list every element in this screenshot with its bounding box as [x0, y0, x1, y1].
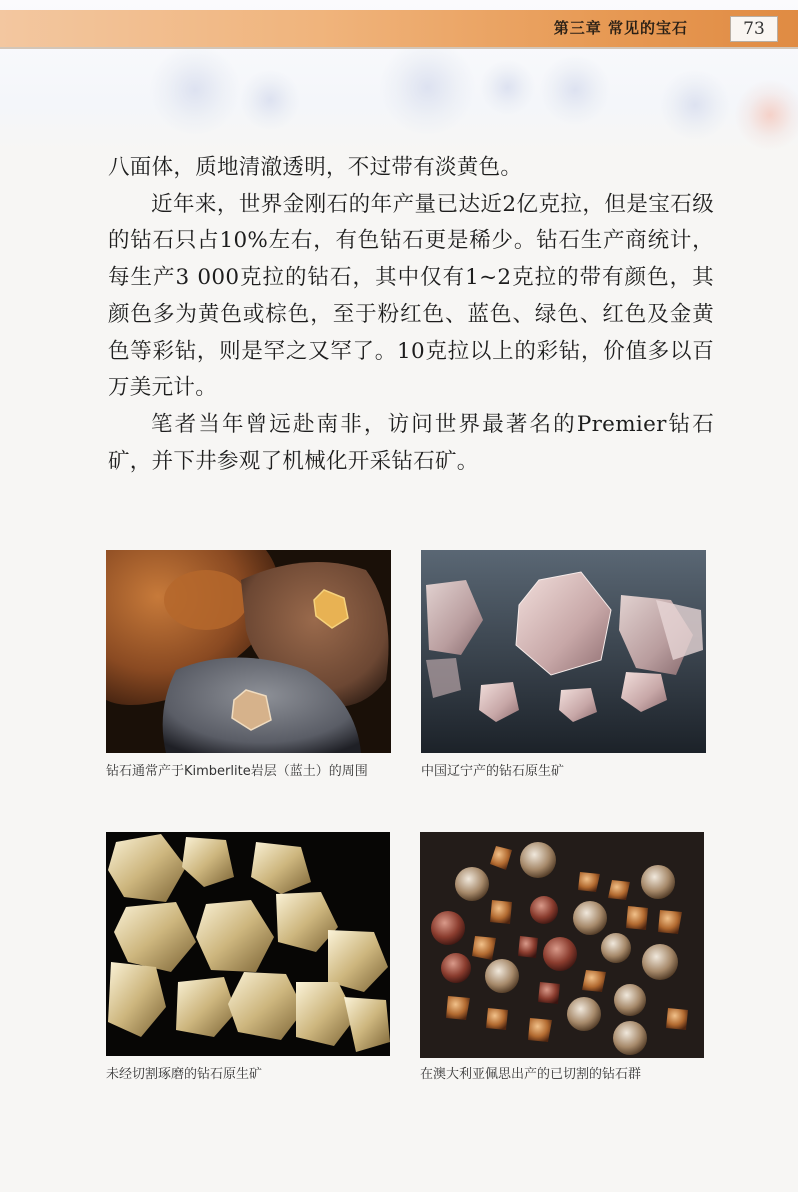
figure-caption: 在澳大利亚佩思出产的已切割的钻石群	[420, 1067, 642, 1082]
paragraph: 八面体，质地清澈透明，不过带有淡黄色。	[108, 155, 523, 180]
body-text	[108, 150, 714, 480]
chapter-title: 第三章 常见的宝石	[553, 19, 688, 37]
photo-cut-diamonds-image	[420, 832, 704, 1058]
paragraph: 近年来，世界金刚石的年产量已达近2亿克拉，但是宝石级的钻石只占10%左右，有色钻石更是稀少。钻石生产商统计，每生产3 000克拉的钻石，其中仅有1~2克拉的带有颜色，其颜色多为黄色或棕色，至于粉红色、蓝色、绿色、红色及金黄色等彩钻，则是罕之又罕了。10克拉以上的彩钻，价值多以百万美元计。	[108, 191, 714, 401]
chapter-header-band	[0, 10, 798, 49]
photo-liaoning-diamonds-image	[421, 550, 706, 753]
figure-caption: 钻石通常产于Kimberlite岩层（蓝土）的周围	[106, 764, 368, 779]
photo-cut-diamonds	[420, 832, 704, 1058]
photo-liaoning-diamonds	[421, 550, 706, 753]
photo-diamond-in-kimberlite-image	[106, 550, 391, 753]
figure-caption: 中国辽宁产的钻石原生矿	[421, 764, 565, 779]
photo-uncut-diamonds	[106, 832, 390, 1056]
paragraph: 笔者当年曾远赴南非，访问世界最著名的Premier钻石矿，并下井参观了机械化开采钻石矿。	[108, 411, 714, 474]
figure-caption: 未经切割琢磨的钻石原生矿	[106, 1067, 263, 1082]
page-number: 73	[730, 16, 778, 42]
photo-diamond-in-kimberlite	[106, 550, 391, 753]
photo-uncut-diamonds-image	[106, 832, 390, 1056]
